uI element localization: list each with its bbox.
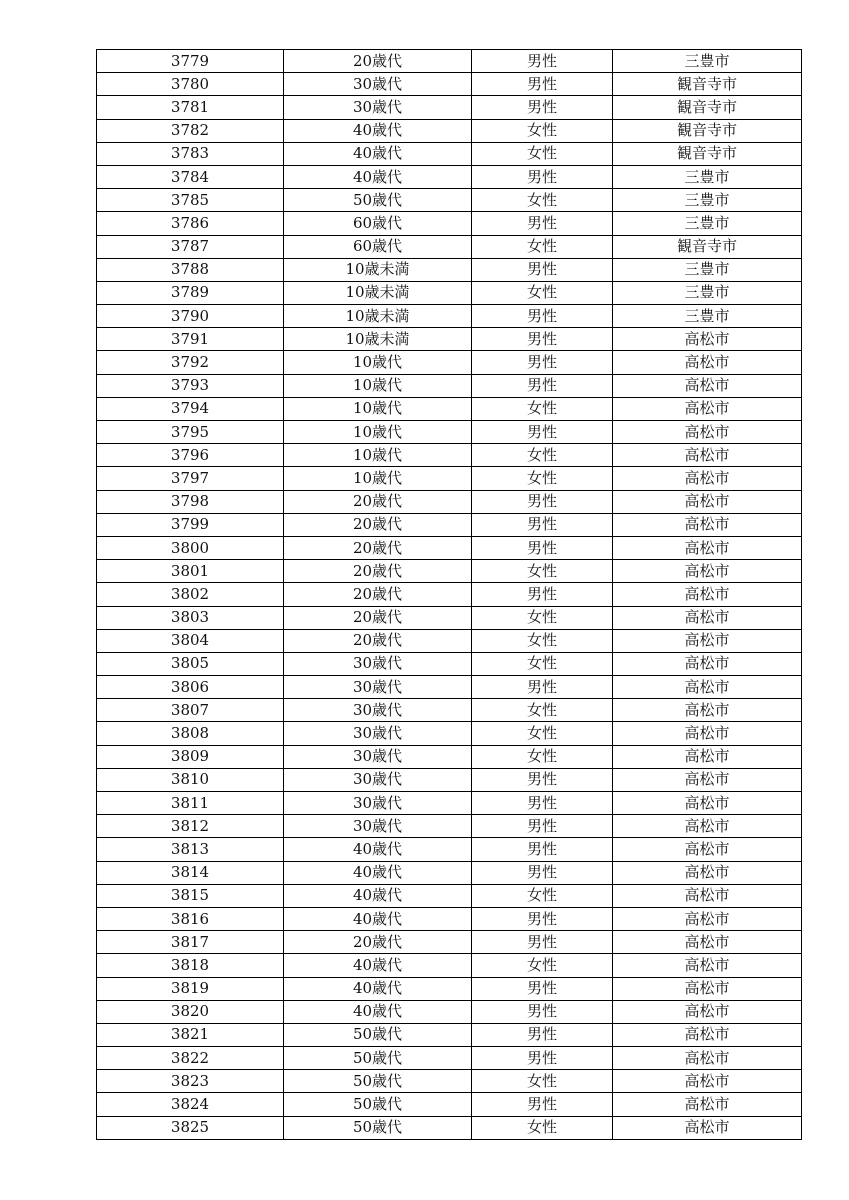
city-cell: 高松市	[613, 328, 802, 351]
age-group-cell: 40歳代	[284, 884, 472, 907]
age-group-cell: 10歳代	[284, 351, 472, 374]
table-row	[97, 96, 802, 119]
table-row	[97, 536, 802, 559]
age-group-cell: 30歳代	[284, 815, 472, 838]
case-number-cell: 3818	[97, 954, 284, 977]
age-group-cell: 20歳代	[284, 490, 472, 513]
case-number-cell: 3802	[97, 583, 284, 606]
table-row	[97, 838, 802, 861]
case-number-cell: 3789	[97, 281, 284, 304]
table-row	[97, 676, 802, 699]
gender-cell: 男性	[472, 815, 613, 838]
case-table	[96, 49, 802, 1140]
age-group-cell: 30歳代	[284, 73, 472, 96]
city-cell: 三豊市	[613, 258, 802, 281]
city-cell: 高松市	[613, 676, 802, 699]
age-group-cell: 40歳代	[284, 907, 472, 930]
city-cell: 高松市	[613, 907, 802, 930]
gender-cell: 男性	[472, 374, 613, 397]
case-number-cell: 3797	[97, 467, 284, 490]
gender-cell: 女性	[472, 629, 613, 652]
gender-cell: 男性	[472, 907, 613, 930]
table-row	[97, 189, 802, 212]
gender-cell: 男性	[472, 305, 613, 328]
city-cell: 高松市	[613, 861, 802, 884]
case-number-cell: 3796	[97, 444, 284, 467]
age-group-cell: 60歳代	[284, 235, 472, 258]
gender-cell: 男性	[472, 165, 613, 188]
table-row	[97, 606, 802, 629]
age-group-cell: 40歳代	[284, 977, 472, 1000]
city-cell: 三豊市	[613, 189, 802, 212]
gender-cell: 男性	[472, 1023, 613, 1046]
case-number-cell: 3788	[97, 258, 284, 281]
case-number-cell: 3810	[97, 768, 284, 791]
city-cell: 高松市	[613, 815, 802, 838]
city-cell: 観音寺市	[613, 96, 802, 119]
case-number-cell: 3813	[97, 838, 284, 861]
table-row	[97, 328, 802, 351]
city-cell: 三豊市	[613, 305, 802, 328]
age-group-cell: 30歳代	[284, 722, 472, 745]
gender-cell: 女性	[472, 444, 613, 467]
age-group-cell: 50歳代	[284, 1070, 472, 1093]
case-number-cell: 3793	[97, 374, 284, 397]
city-cell: 高松市	[613, 1070, 802, 1093]
gender-cell: 男性	[472, 212, 613, 235]
table-row	[97, 444, 802, 467]
table-row	[97, 1116, 802, 1139]
gender-cell: 女性	[472, 1116, 613, 1139]
case-number-cell: 3803	[97, 606, 284, 629]
gender-cell: 男性	[472, 768, 613, 791]
table-row	[97, 815, 802, 838]
gender-cell: 男性	[472, 861, 613, 884]
age-group-cell: 40歳代	[284, 119, 472, 142]
table-row	[97, 722, 802, 745]
case-number-cell: 3801	[97, 560, 284, 583]
age-group-cell: 10歳代	[284, 467, 472, 490]
case-number-cell: 3792	[97, 351, 284, 374]
table-row	[97, 629, 802, 652]
table-row	[97, 745, 802, 768]
case-number-cell: 3816	[97, 907, 284, 930]
age-group-cell: 50歳代	[284, 1093, 472, 1116]
table-row	[97, 1023, 802, 1046]
gender-cell: 男性	[472, 351, 613, 374]
table-row	[97, 1000, 802, 1023]
case-number-cell: 3781	[97, 96, 284, 119]
case-number-cell: 3808	[97, 722, 284, 745]
table-row	[97, 884, 802, 907]
city-cell: 高松市	[613, 1000, 802, 1023]
city-cell: 三豊市	[613, 165, 802, 188]
table-row	[97, 1047, 802, 1070]
gender-cell: 男性	[472, 931, 613, 954]
gender-cell: 女性	[472, 606, 613, 629]
city-cell: 高松市	[613, 1093, 802, 1116]
case-number-cell: 3823	[97, 1070, 284, 1093]
case-number-cell: 3819	[97, 977, 284, 1000]
city-cell: 高松市	[613, 397, 802, 420]
city-cell: 高松市	[613, 792, 802, 815]
age-group-cell: 50歳代	[284, 189, 472, 212]
city-cell: 高松市	[613, 629, 802, 652]
city-cell: 三豊市	[613, 50, 802, 73]
city-cell: 観音寺市	[613, 235, 802, 258]
age-group-cell: 50歳代	[284, 1047, 472, 1070]
case-number-cell: 3814	[97, 861, 284, 884]
table-row	[97, 281, 802, 304]
table-row	[97, 861, 802, 884]
table-row	[97, 305, 802, 328]
age-group-cell: 40歳代	[284, 838, 472, 861]
case-number-cell: 3780	[97, 73, 284, 96]
gender-cell: 女性	[472, 560, 613, 583]
gender-cell: 男性	[472, 1047, 613, 1070]
gender-cell: 女性	[472, 142, 613, 165]
city-cell: 高松市	[613, 745, 802, 768]
age-group-cell: 10歳未満	[284, 281, 472, 304]
city-cell: 高松市	[613, 838, 802, 861]
city-cell: 高松市	[613, 536, 802, 559]
case-number-cell: 3795	[97, 421, 284, 444]
case-number-cell: 3787	[97, 235, 284, 258]
case-number-cell: 3783	[97, 142, 284, 165]
table-row	[97, 931, 802, 954]
city-cell: 観音寺市	[613, 73, 802, 96]
table-row	[97, 397, 802, 420]
case-number-cell: 3798	[97, 490, 284, 513]
table-row	[97, 954, 802, 977]
table-row	[97, 73, 802, 96]
gender-cell: 男性	[472, 838, 613, 861]
age-group-cell: 20歳代	[284, 629, 472, 652]
age-group-cell: 50歳代	[284, 1116, 472, 1139]
table-row	[97, 119, 802, 142]
table-row	[97, 768, 802, 791]
age-group-cell: 10歳未満	[284, 305, 472, 328]
age-group-cell: 30歳代	[284, 96, 472, 119]
age-group-cell: 20歳代	[284, 583, 472, 606]
table-row	[97, 560, 802, 583]
age-group-cell: 40歳代	[284, 954, 472, 977]
age-group-cell: 30歳代	[284, 676, 472, 699]
case-number-cell: 3807	[97, 699, 284, 722]
table-row	[97, 351, 802, 374]
age-group-cell: 40歳代	[284, 861, 472, 884]
case-number-cell: 3782	[97, 119, 284, 142]
city-cell: 高松市	[613, 652, 802, 675]
city-cell: 高松市	[613, 560, 802, 583]
gender-cell: 男性	[472, 1093, 613, 1116]
gender-cell: 男性	[472, 676, 613, 699]
city-cell: 三豊市	[613, 212, 802, 235]
city-cell: 高松市	[613, 513, 802, 536]
age-group-cell: 30歳代	[284, 768, 472, 791]
table-row	[97, 652, 802, 675]
age-group-cell: 40歳代	[284, 165, 472, 188]
gender-cell: 男性	[472, 490, 613, 513]
age-group-cell: 30歳代	[284, 652, 472, 675]
case-number-cell: 3805	[97, 652, 284, 675]
age-group-cell: 20歳代	[284, 931, 472, 954]
gender-cell: 女性	[472, 189, 613, 212]
case-number-cell: 3794	[97, 397, 284, 420]
age-group-cell: 30歳代	[284, 792, 472, 815]
age-group-cell: 20歳代	[284, 536, 472, 559]
age-group-cell: 60歳代	[284, 212, 472, 235]
case-number-cell: 3799	[97, 513, 284, 536]
gender-cell: 女性	[472, 722, 613, 745]
age-group-cell: 20歳代	[284, 50, 472, 73]
table-row	[97, 467, 802, 490]
city-cell: 高松市	[613, 606, 802, 629]
age-group-cell: 20歳代	[284, 560, 472, 583]
age-group-cell: 20歳代	[284, 606, 472, 629]
case-number-cell: 3817	[97, 931, 284, 954]
gender-cell: 男性	[472, 328, 613, 351]
city-cell: 高松市	[613, 490, 802, 513]
city-cell: 観音寺市	[613, 142, 802, 165]
case-number-cell: 3822	[97, 1047, 284, 1070]
table-row	[97, 1093, 802, 1116]
age-group-cell: 20歳代	[284, 513, 472, 536]
case-number-cell: 3786	[97, 212, 284, 235]
city-cell: 高松市	[613, 768, 802, 791]
case-number-cell: 3791	[97, 328, 284, 351]
table-row	[97, 421, 802, 444]
table-row	[97, 374, 802, 397]
city-cell: 高松市	[613, 374, 802, 397]
gender-cell: 男性	[472, 513, 613, 536]
city-cell: 三豊市	[613, 281, 802, 304]
city-cell: 高松市	[613, 1116, 802, 1139]
case-number-cell: 3784	[97, 165, 284, 188]
case-number-cell: 3790	[97, 305, 284, 328]
city-cell: 高松市	[613, 722, 802, 745]
gender-cell: 男性	[472, 536, 613, 559]
city-cell: 高松市	[613, 954, 802, 977]
gender-cell: 男性	[472, 583, 613, 606]
table-row	[97, 907, 802, 930]
table-row	[97, 235, 802, 258]
age-group-cell: 50歳代	[284, 1023, 472, 1046]
age-group-cell: 40歳代	[284, 1000, 472, 1023]
gender-cell: 女性	[472, 745, 613, 768]
table-row	[97, 1070, 802, 1093]
gender-cell: 女性	[472, 235, 613, 258]
gender-cell: 男性	[472, 977, 613, 1000]
table-row	[97, 142, 802, 165]
gender-cell: 女性	[472, 699, 613, 722]
case-number-cell: 3809	[97, 745, 284, 768]
case-table-body	[97, 50, 802, 1140]
city-cell: 高松市	[613, 467, 802, 490]
case-number-cell: 3815	[97, 884, 284, 907]
gender-cell: 男性	[472, 421, 613, 444]
gender-cell: 女性	[472, 397, 613, 420]
case-number-cell: 3812	[97, 815, 284, 838]
table-row	[97, 50, 802, 73]
gender-cell: 男性	[472, 1000, 613, 1023]
gender-cell: 男性	[472, 258, 613, 281]
table-row	[97, 258, 802, 281]
case-number-cell: 3824	[97, 1093, 284, 1116]
city-cell: 高松市	[613, 351, 802, 374]
city-cell: 高松市	[613, 421, 802, 444]
city-cell: 高松市	[613, 884, 802, 907]
city-cell: 高松市	[613, 444, 802, 467]
city-cell: 高松市	[613, 1023, 802, 1046]
table-row	[97, 513, 802, 536]
case-number-cell: 3800	[97, 536, 284, 559]
gender-cell: 男性	[472, 50, 613, 73]
city-cell: 高松市	[613, 977, 802, 1000]
gender-cell: 女性	[472, 1070, 613, 1093]
city-cell: 高松市	[613, 1047, 802, 1070]
gender-cell: 女性	[472, 954, 613, 977]
table-row	[97, 977, 802, 1000]
gender-cell: 女性	[472, 281, 613, 304]
table-row	[97, 792, 802, 815]
table-row	[97, 165, 802, 188]
case-number-cell: 3804	[97, 629, 284, 652]
city-cell: 高松市	[613, 583, 802, 606]
city-cell: 高松市	[613, 699, 802, 722]
age-group-cell: 40歳代	[284, 142, 472, 165]
case-number-cell: 3811	[97, 792, 284, 815]
gender-cell: 男性	[472, 792, 613, 815]
age-group-cell: 10歳未満	[284, 258, 472, 281]
table-row	[97, 583, 802, 606]
gender-cell: 女性	[472, 652, 613, 675]
gender-cell: 男性	[472, 96, 613, 119]
table-row	[97, 212, 802, 235]
age-group-cell: 10歳代	[284, 421, 472, 444]
case-number-cell: 3806	[97, 676, 284, 699]
age-group-cell: 30歳代	[284, 745, 472, 768]
city-cell: 観音寺市	[613, 119, 802, 142]
age-group-cell: 10歳代	[284, 444, 472, 467]
case-number-cell: 3820	[97, 1000, 284, 1023]
age-group-cell: 10歳代	[284, 397, 472, 420]
gender-cell: 男性	[472, 73, 613, 96]
age-group-cell: 10歳未満	[284, 328, 472, 351]
table-row	[97, 699, 802, 722]
gender-cell: 女性	[472, 119, 613, 142]
age-group-cell: 10歳代	[284, 374, 472, 397]
table-row	[97, 490, 802, 513]
gender-cell: 女性	[472, 884, 613, 907]
case-number-cell: 3779	[97, 50, 284, 73]
city-cell: 高松市	[613, 931, 802, 954]
age-group-cell: 30歳代	[284, 699, 472, 722]
case-number-cell: 3825	[97, 1116, 284, 1139]
case-number-cell: 3785	[97, 189, 284, 212]
case-number-cell: 3821	[97, 1023, 284, 1046]
gender-cell: 女性	[472, 467, 613, 490]
